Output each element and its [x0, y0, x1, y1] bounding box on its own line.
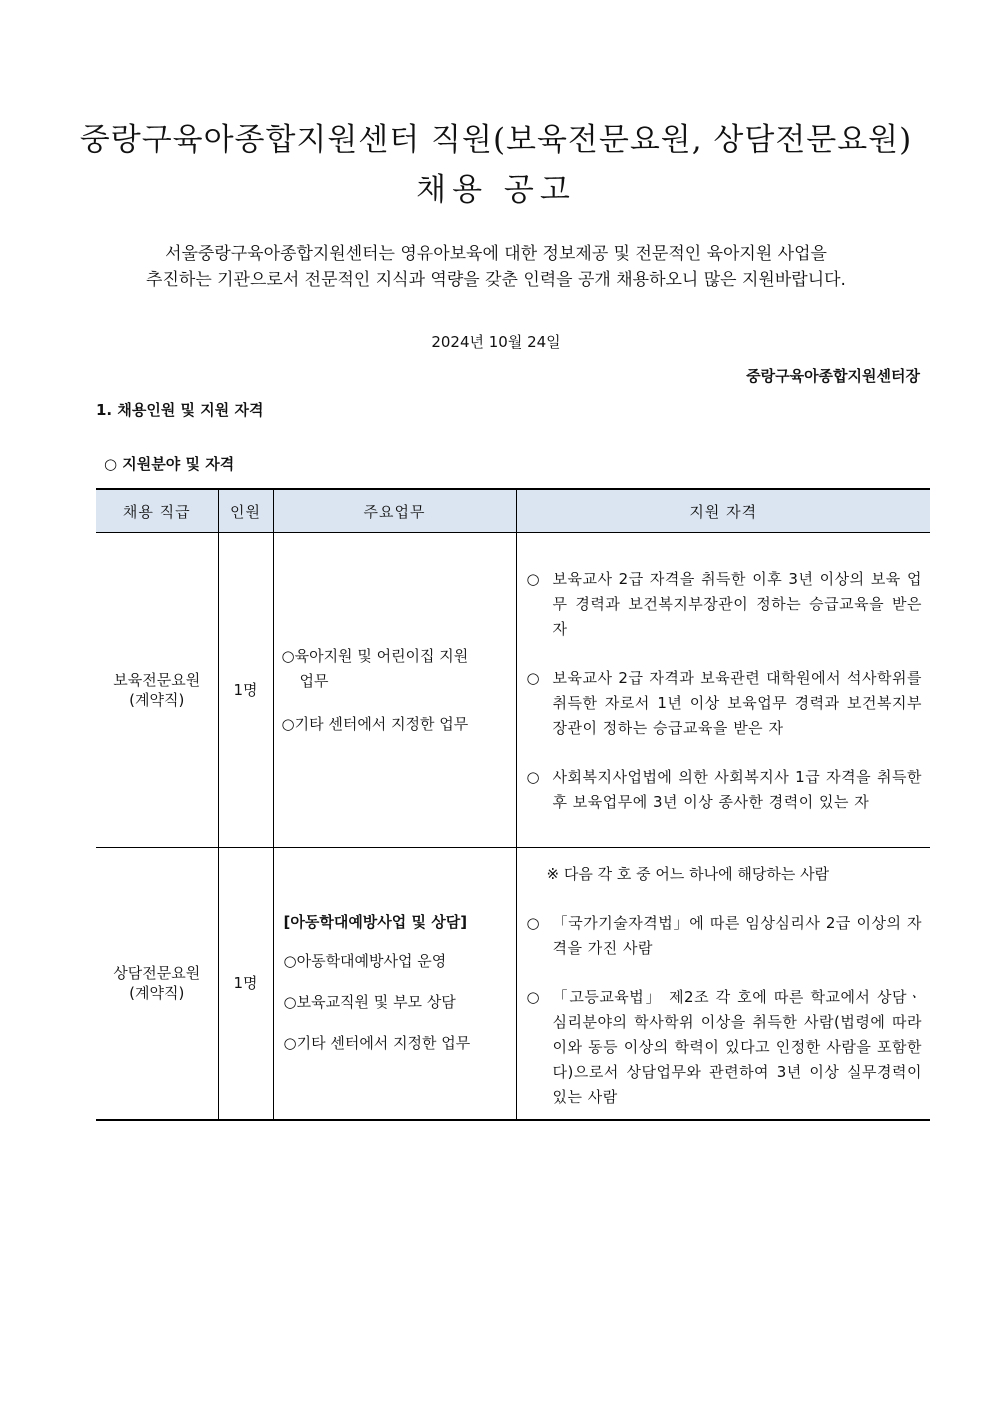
circle-marker: ○	[526, 570, 540, 588]
page-title: 중랑구육아종합지원센터 직원(보육전문요원, 상담전문요원)	[79, 122, 913, 158]
header-position: 채용 직급	[96, 489, 218, 533]
header-qualifications: 지원 자격	[516, 489, 930, 533]
header-duties: 주요업무	[273, 489, 516, 533]
table-header-row	[96, 489, 930, 533]
position-type: (계약직)	[129, 984, 185, 1003]
position-name: 보육전문요원	[113, 671, 201, 689]
duty-text-cont: 업무	[299, 671, 329, 690]
recruitment-table	[96, 488, 930, 1121]
count-cell: 1명	[218, 848, 273, 1120]
qualifications-cell	[516, 848, 930, 1120]
qualification-text: 보육교사 2급 자격을 취득한 이후 3년 이상의 보육 업무 경력과 보건복지부장관이 정하는 승급교육을 받은 자	[552, 570, 922, 638]
intro-line-1: 서울중랑구육아종합지원센터는 영유아보육에 대한 정보제공 및 전문적인 육아지원 사업을	[165, 244, 827, 264]
duty-item	[282, 644, 508, 694]
qualifications-cell	[516, 533, 930, 848]
position-name: 상담전문요원	[113, 964, 201, 983]
circle-marker: ○	[526, 988, 540, 1007]
qualification-note: ※ 다음 각 호 중 어느 하나에 해당하는 사람	[546, 865, 830, 884]
qualification-text: 사회복지사업법에 의한 사회복지사 1급 자격을 취득한 후 보육업무에 3년 이상 종사한 경력이 있는 자	[552, 768, 922, 811]
qualification-item	[527, 567, 923, 642]
qualification-item	[527, 765, 923, 815]
circle-marker: ○	[526, 768, 540, 786]
duty-heading: [아동학대예방사업 및 상담]	[283, 913, 468, 932]
intro-line-2: 추진하는 기관으로서 전문적인 지식과 역량을 갖춘 인력을 공개 채용하오니 많은 지원바랍니다.	[146, 270, 846, 290]
qualification-text: 보육교사 2급 자격과 보육관련 대학원에서 석사학위를 취득한 자로서 1년 이상 보육업무 경력과 보건복지부장관이 정하는 승급교육을 받은 자	[552, 669, 922, 737]
header-count: 인원	[218, 489, 273, 533]
duty-item: ○기타 센터에서 지정한 업무	[283, 1034, 471, 1053]
duty-text: ○기타 센터에서 지정한 업무	[281, 714, 469, 733]
duty-item	[282, 712, 508, 737]
qualification-item	[527, 911, 923, 961]
count-cell: 1명	[218, 533, 273, 848]
duty-text: ○육아지원 및 어린이집 지원	[281, 646, 469, 665]
position-cell	[96, 533, 218, 848]
position-cell	[96, 848, 218, 1120]
table-row	[96, 848, 930, 1120]
qualification-text: 「고등교육법」 제2조 각 호에 따른 학교에서 상담ㆍ심리분야의 학사학위 이상을 취득한 사람(법령에 따라 이와 동등 이상의 학력이 있다고 인정한 사람을 포함한다)으로서 상담업무와 관련하여 3년 이상 실무경력이 있는 사람	[552, 988, 922, 1107]
circle-marker: ○	[526, 914, 540, 933]
section-heading: 1. 채용인원 및 지원 자격	[96, 401, 264, 419]
signer: 중랑구육아종합지원센터장	[746, 367, 920, 385]
page-title-line2: 채용 공고	[416, 172, 576, 208]
table-row	[96, 533, 930, 848]
circle-marker: ○	[526, 669, 540, 687]
qualification-item	[527, 985, 923, 1110]
duties-cell	[273, 533, 516, 848]
qualification-text: 「국가기술자격법」에 따른 임상심리사 2급 이상의 자격을 가진 사람	[552, 914, 922, 958]
announcement-date: 2024년 10월 24일	[431, 333, 561, 351]
duty-item: ○보육교직원 및 부모 상담	[283, 993, 456, 1012]
position-type: (계약직)	[129, 691, 185, 709]
duties-cell	[273, 848, 516, 1120]
subsection-heading: ○ 지원분야 및 자격	[104, 455, 235, 473]
qualification-item	[527, 666, 923, 741]
duty-item: ○아동학대예방사업 운영	[283, 952, 447, 971]
